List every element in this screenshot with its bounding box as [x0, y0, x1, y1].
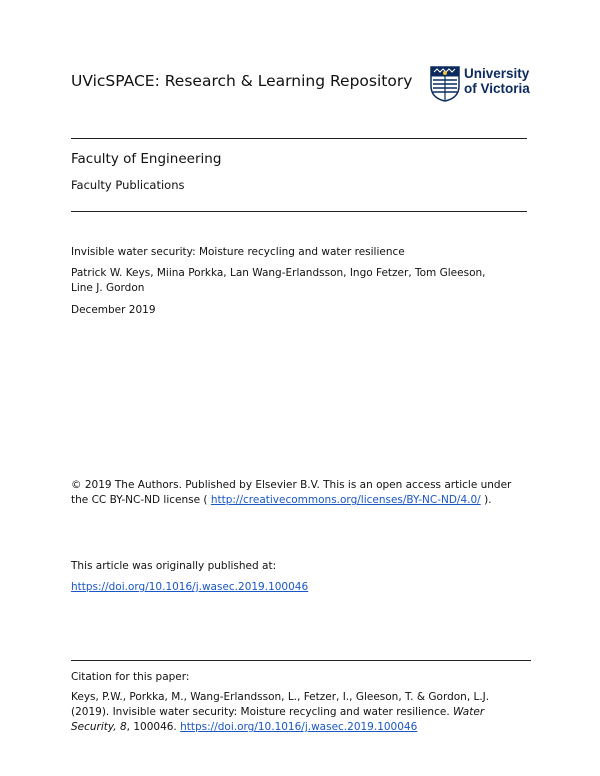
license-line2: [71, 493, 541, 508]
divider-top: [71, 138, 527, 139]
citation-text: [71, 690, 541, 735]
citation-journal-a: Water: [453, 706, 485, 718]
divider-middle: [71, 211, 527, 212]
repository-title: UVicSPACE: Research & Learning Repository: [71, 72, 413, 90]
publication-date: December 2019: [71, 304, 156, 316]
collection-name: Faculty Publications: [71, 178, 185, 192]
citation-label: Citation for this paper:: [71, 671, 190, 683]
divider-bottom: [71, 660, 531, 661]
citation-line2: [71, 705, 541, 720]
original-doi: [71, 580, 541, 595]
article-authors: [71, 266, 541, 296]
original-doi-link[interactable]: https://doi.org/10.1016/j.wasec.2019.100046: [71, 581, 309, 593]
license-link[interactable]: http://creativecommons.org/licenses/BY-NC-ND/4.0/: [210, 494, 481, 506]
citation-line1: Keys, P.W., Porkka, M., Wang-Erlandsson, L., Fetzer, I., Gleeson, T. & Gordon, L.J.: [71, 691, 490, 703]
citation-title: (2019). Invisible water security: Moisture recycling and water resilience.: [71, 706, 450, 718]
license-line1: © 2019 The Authors. Published by Elsevier B.V. This is an open access article under: [71, 479, 512, 491]
crest-icon: [430, 66, 460, 102]
license-prefix: the CC BY-NC-ND license (: [71, 494, 208, 506]
citation-journal-b: Security, 8: [71, 721, 127, 733]
logo-text-line2: of Victoria: [464, 81, 530, 96]
license-suffix: ).: [484, 494, 492, 506]
university-logo: [430, 66, 530, 102]
citation-doi-link[interactable]: https://doi.org/10.1016/j.wasec.2019.100046: [180, 721, 418, 733]
original-publication-label: This article was originally published at:: [71, 560, 277, 572]
license-statement: [71, 478, 541, 508]
authors-line2: Line J. Gordon: [71, 282, 145, 294]
citation-line3: [71, 720, 541, 735]
authors-line1: Patrick W. Keys, Miina Porkka, Lan Wang-Erlandsson, Ingo Fetzer, Tom Gleeson,: [71, 267, 486, 279]
citation-pages: , 100046.: [126, 721, 177, 733]
article-title: Invisible water security: Moisture recycling and water resilience: [71, 246, 405, 258]
faculty-name: Faculty of Engineering: [71, 151, 222, 167]
logo-text-line1: University: [464, 66, 530, 81]
